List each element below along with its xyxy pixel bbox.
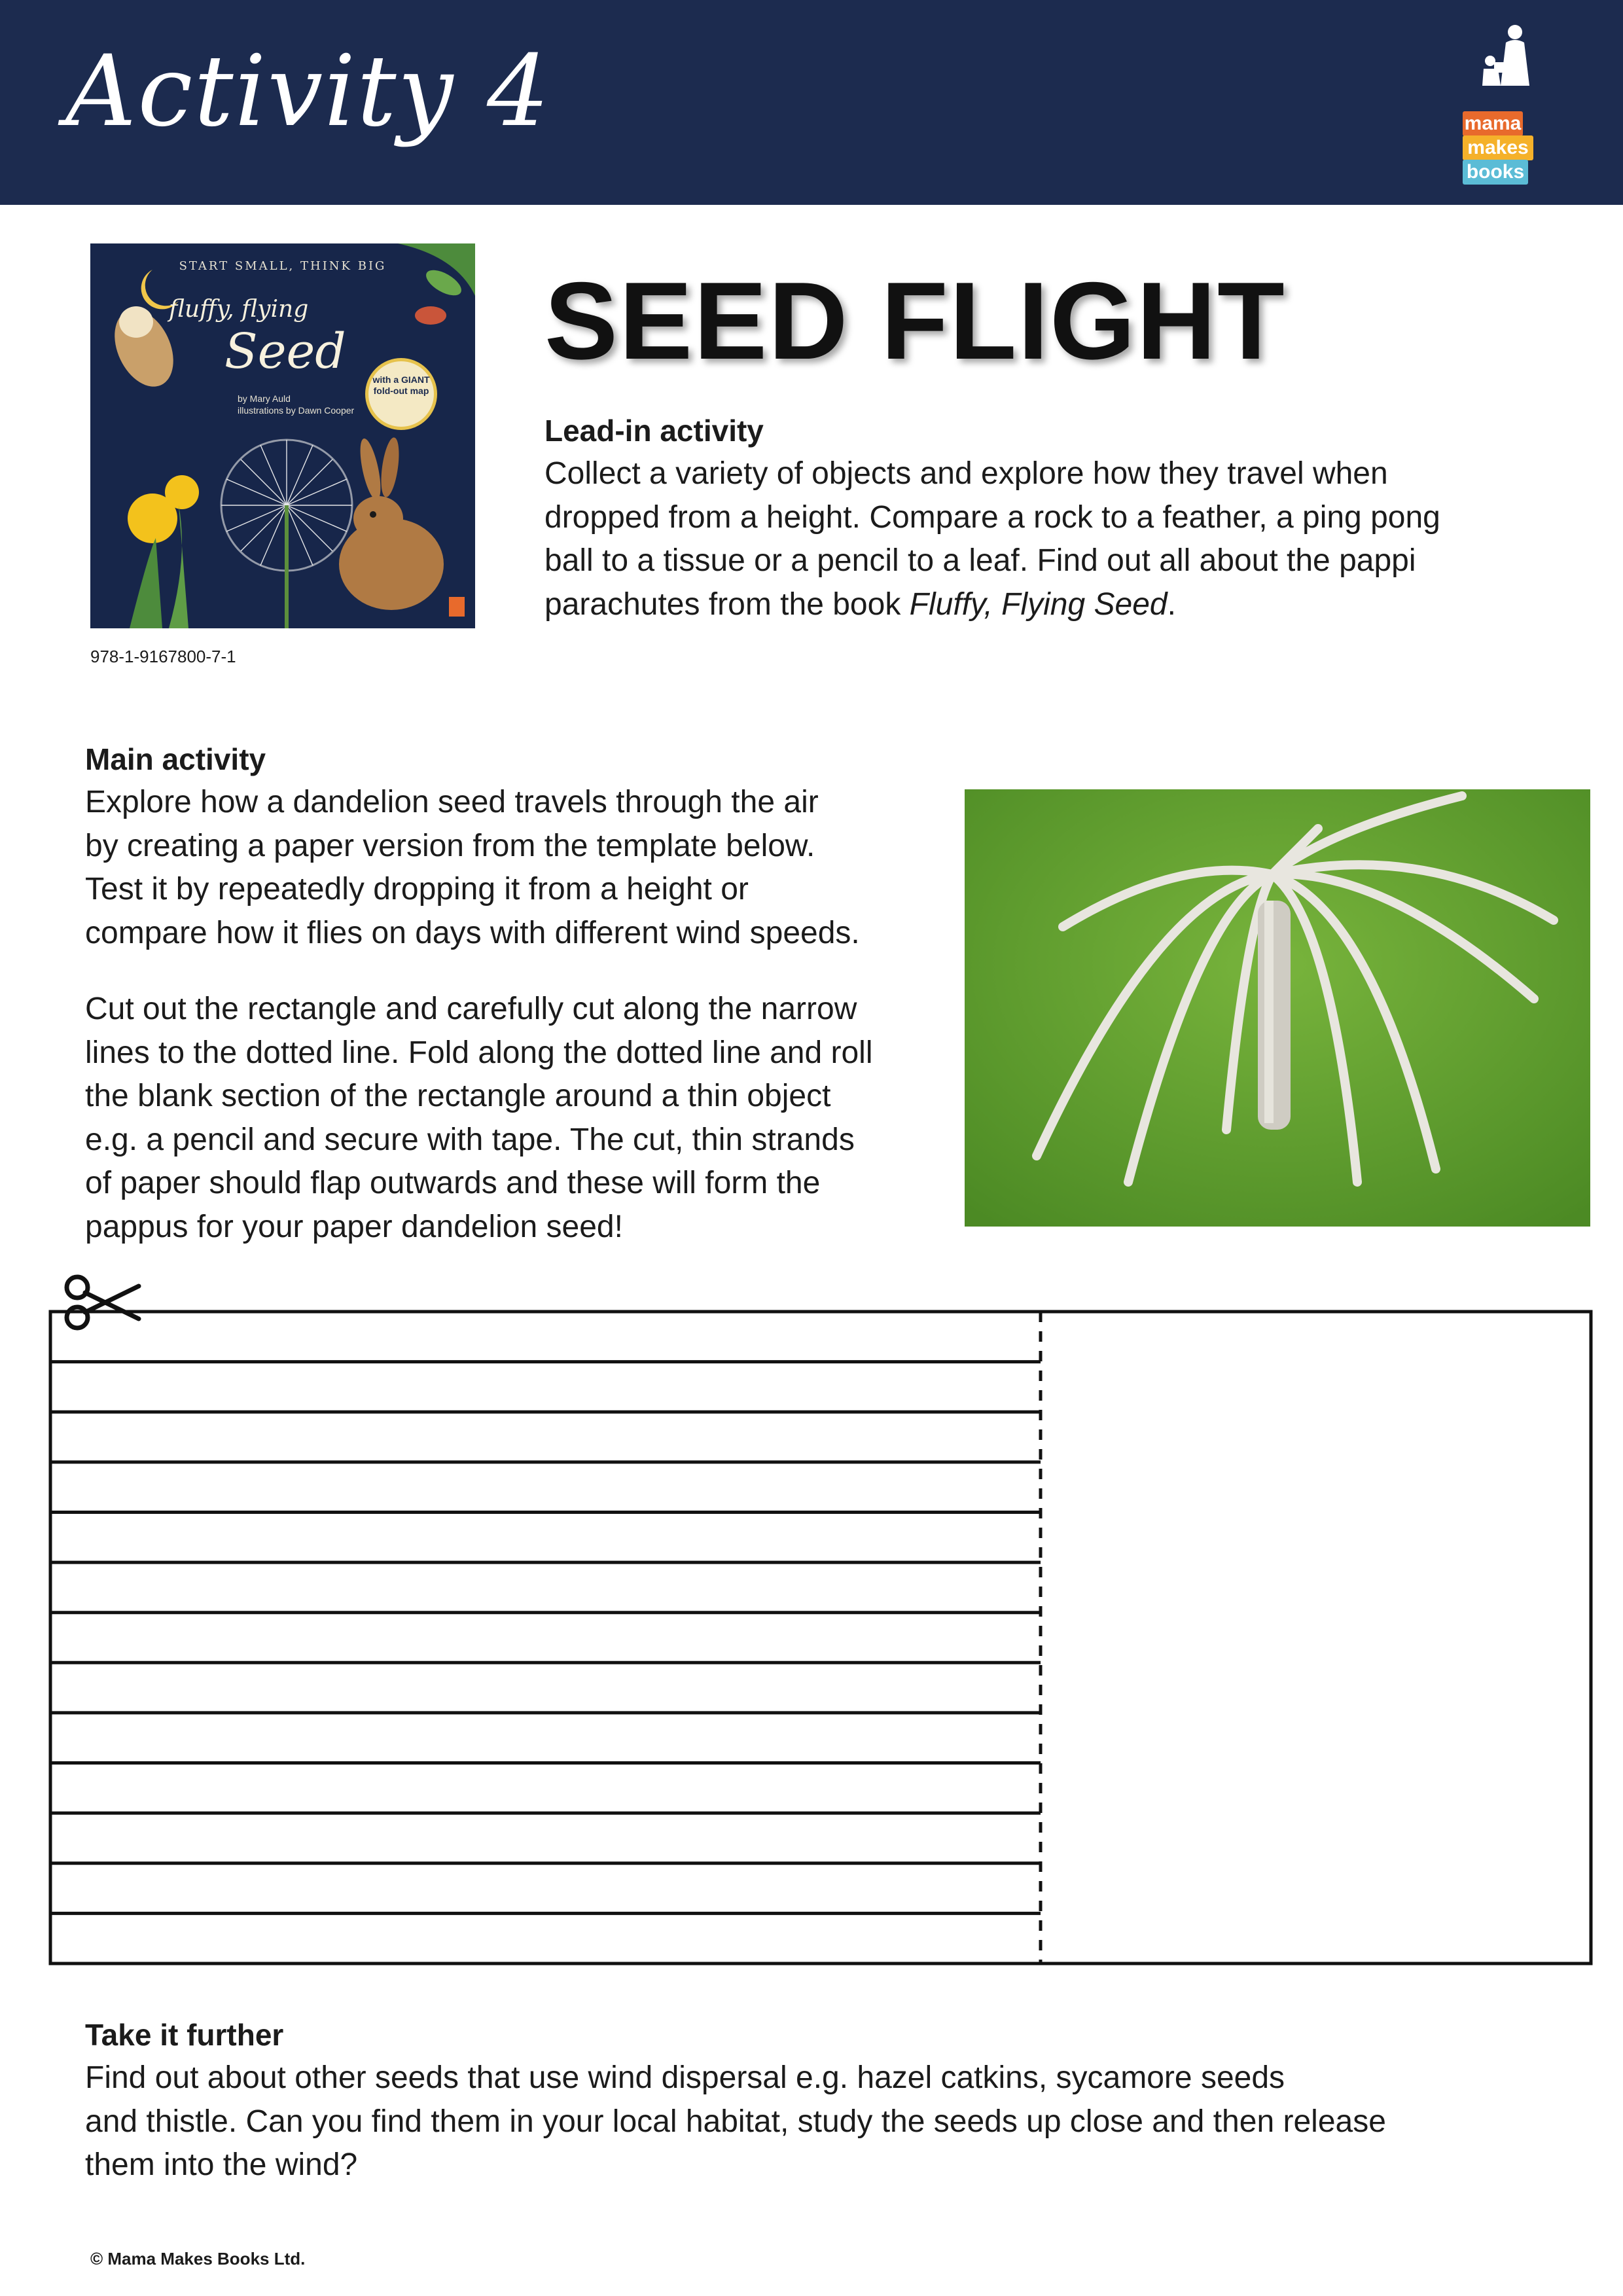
- take-further-text: [85, 2056, 1386, 2187]
- main-activity-line: Explore how a dandelion seed travels through the air: [85, 785, 819, 819]
- template-outline: [50, 1312, 1591, 1964]
- lead-in-line-suffix: .: [1167, 586, 1176, 622]
- lead-in-heading: Lead-in activity: [544, 414, 764, 448]
- take-further-line: and thistle. Can you find them in your local habitat, study the seeds up close and then release: [85, 2104, 1386, 2139]
- lead-in-line: dropped from a height. Compare a rock to a feather, a ping pong: [544, 499, 1440, 535]
- paper-seed-photo: [965, 789, 1590, 1227]
- main-activity-line: pappus for your paper dandelion seed!: [85, 1209, 623, 1244]
- cover-author: by Mary Auld: [238, 393, 291, 404]
- activity-label: Activity 4: [65, 35, 551, 149]
- book-title-reference: Fluffy, Flying Seed: [909, 586, 1168, 622]
- cover-title-line1: fluffy, flying: [169, 296, 309, 323]
- lead-in-line: [544, 583, 1440, 627]
- lead-in-text: [544, 452, 1440, 626]
- cover-illustrator: illustrations by Dawn Cooper: [238, 405, 355, 416]
- take-further-line: Find out about other seeds that use wind dispersal e.g. hazel catkins, sycamore seeds: [85, 2060, 1285, 2095]
- cover-title-line2: Seed: [224, 323, 346, 380]
- logo-word-makes: makes: [1463, 135, 1533, 160]
- main-activity-line: Cut out the rectangle and carefully cut along the narrow: [85, 992, 857, 1026]
- page-title: SEED FLIGHT: [544, 259, 1286, 382]
- lead-in-line: ball to a tissue or a pencil to a leaf. Find out all about the pappi: [544, 543, 1416, 578]
- lead-in-line: Collect a variety of objects and explore how they travel when: [544, 456, 1388, 491]
- main-activity-line: Test it by repeatedly dropping it from a height or: [85, 872, 749, 906]
- main-activity-line: the blank section of the rectangle around a thin object: [85, 1079, 831, 1113]
- cutout-template: [0, 1263, 1623, 1970]
- cover-badge: with a GIANT fold-out map: [365, 358, 437, 430]
- main-activity-paragraph2: [85, 988, 873, 1249]
- main-activity-line: of paper should flap outwards and these will form the: [85, 1166, 821, 1200]
- take-further-line: them into the wind?: [85, 2147, 358, 2182]
- lead-in-line-prefix: parachutes from the book: [544, 586, 910, 622]
- main-activity-line: by creating a paper version from the template below.: [85, 828, 815, 863]
- reading-figure-icon: [1474, 23, 1540, 88]
- main-activity-line: compare how it flies on days with different wind speeds.: [85, 915, 860, 950]
- cover-series-line: START SMALL, THINK BIG: [179, 259, 387, 273]
- book-cover: [90, 243, 475, 628]
- main-activity-paragraph1: [85, 781, 860, 955]
- main-activity-line: lines to the dotted line. Fold along the dotted line and roll: [85, 1035, 873, 1070]
- logo-word-mama: mama: [1463, 111, 1523, 136]
- cover-credits: [238, 393, 354, 416]
- header-banner: [0, 0, 1623, 205]
- isbn: 978-1-9167800-7-1: [90, 647, 236, 666]
- logo-word-books: books: [1463, 160, 1528, 185]
- copyright: © Mama Makes Books Ltd.: [90, 2249, 306, 2269]
- main-activity-heading: Main activity: [85, 742, 266, 776]
- take-further-heading: Take it further: [85, 2018, 284, 2052]
- publisher-logo: [1456, 23, 1548, 187]
- cut-lines: [50, 1362, 1041, 1914]
- main-activity-line: e.g. a pencil and secure with tape. The cut, thin strands: [85, 1122, 855, 1157]
